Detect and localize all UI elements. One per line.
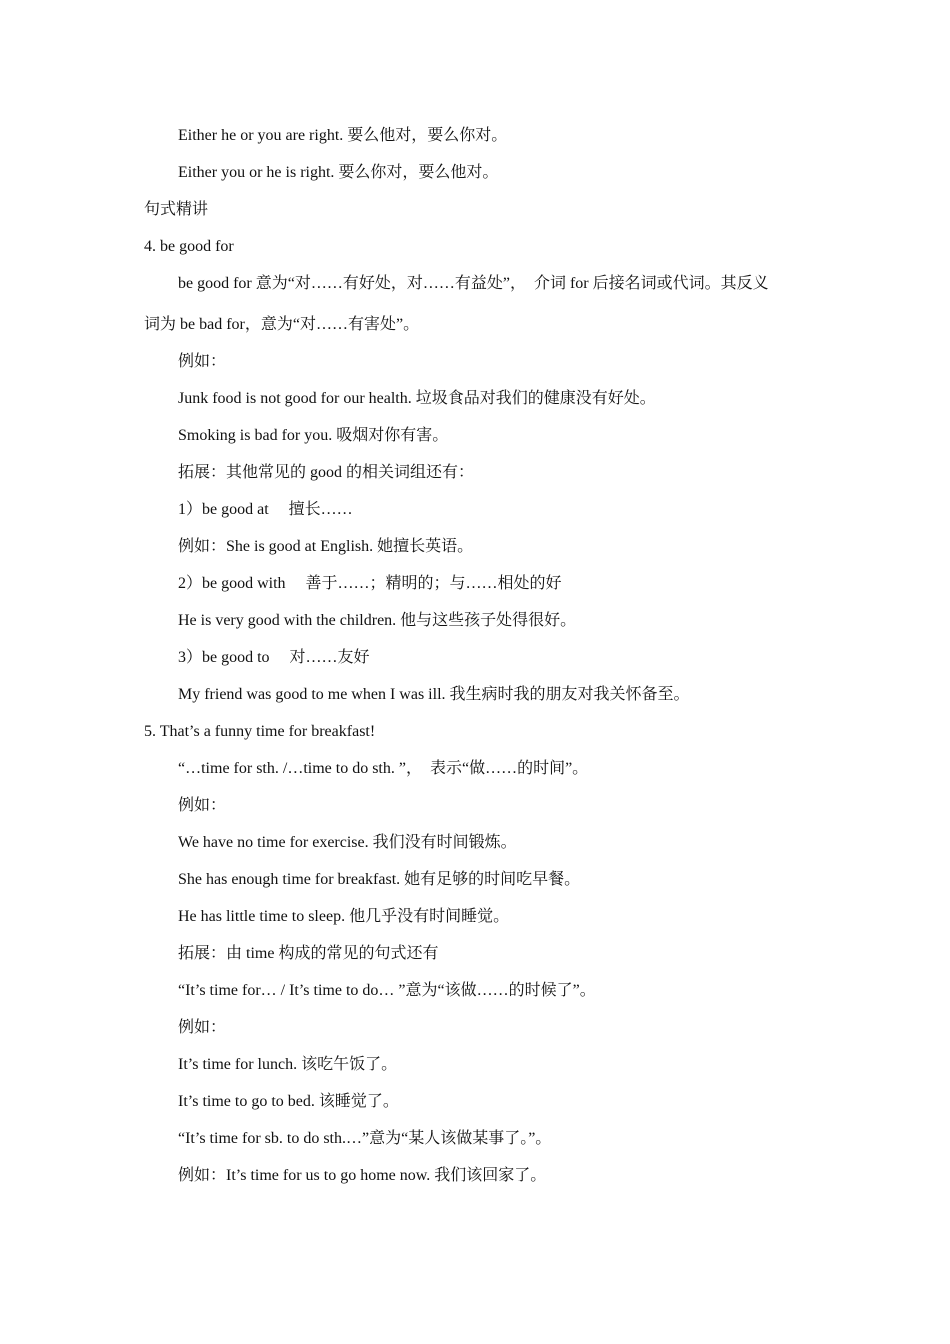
example-line: Junk food is not good for our health. 垃圾食品对我们的健康没有好处。 [178,390,656,407]
list-item: 3）be good to 对……友好 [178,649,370,666]
example-line: 例如：She is good at English. 她擅长英语。 [178,538,474,555]
example-line: 例如：It’s time for us to go home now. 我们该回家了。 [178,1167,547,1184]
example-line: He is very good with the children. 他与这些孩子处得很好。 [178,612,577,629]
example-line: Smoking is bad for you. 吸烟对你有害。 [178,427,449,444]
example-line: It’s time for lunch. 该吃午饭了。 [178,1056,398,1073]
section-heading: 句式精讲 [144,201,209,218]
text-line: “…time for sth. /…time to do sth. ”， 表示“做……的时间”。 [178,760,589,777]
list-item: 1）be good at 擅长…… [178,501,353,518]
text-line: “It’s time for sb. to do sth.…”意为“某人该做某事了。”。 [178,1130,552,1147]
example-line: It’s time to go to bed. 该睡觉了。 [178,1093,399,1110]
item-heading: 5. That’s a funny time for breakfast! [144,723,376,740]
paragraph-line: be good for 意为“对……有好处，对……有益处”， 介词 for 后接名词或代词。其反义 [178,275,769,292]
example-line: My friend was good to me when I was ill. 我生病时我的朋友对我关怀备至。 [178,686,690,703]
text-line: Either he or you are right. 要么他对，要么你对。 [178,127,508,144]
paragraph-line: 词为 be bad for，意为“对……有害处”。 [144,316,420,333]
example-line: She has enough time for breakfast. 她有足够的时间吃早餐。 [178,871,581,888]
example-line: He has little time to sleep. 他几乎没有时间睡觉。 [178,908,510,925]
text-line: 拓展：由 time 构成的常见的句式还有 [178,945,439,962]
text-line: “It’s time for… / It’s time to do… ”意为“该做……的时候了”。 [178,982,596,999]
text-line: Either you or he is right. 要么你对，要么他对。 [178,164,499,181]
text-line: 例如： [178,797,227,814]
text-line: 拓展：其他常见的 good 的相关词组还有： [178,464,475,481]
item-heading: 4. be good for [144,238,234,255]
list-item: 2）be good with 善于……；精明的；与……相处的好 [178,575,562,592]
text-line: 例如： [178,1019,227,1036]
text-line: 例如： [178,353,227,370]
example-line: We have no time for exercise. 我们没有时间锻炼。 [178,834,517,851]
